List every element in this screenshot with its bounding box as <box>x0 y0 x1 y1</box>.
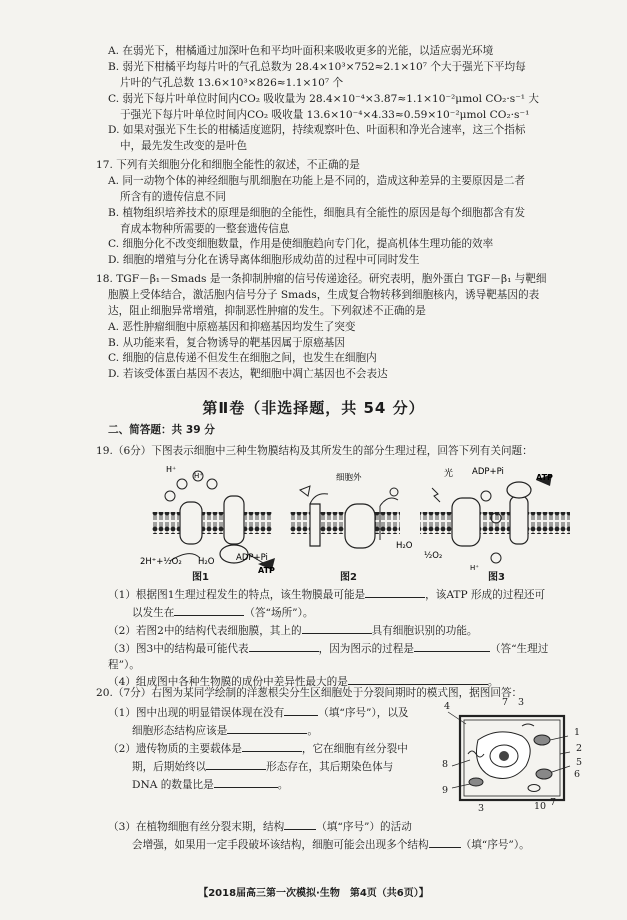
fig3-h2o: H₂O <box>396 541 413 551</box>
q19-s3-text-c: （答“生理过程”）。 <box>108 642 549 671</box>
q19-s3-text-b: ，因为图示的过程是 <box>318 642 414 655</box>
section-title: 第Ⅱ卷（非选择题，共 54 分） <box>202 399 425 417</box>
q19-s2-text-b: 具有细胞识别的功能。 <box>371 624 478 637</box>
q19-figures <box>140 466 580 584</box>
fig1-adp: ADP+Pi <box>236 553 268 563</box>
q19-s1-blank-2[interactable] <box>174 604 244 616</box>
q16-option-a: A. 在弱光下，柑橘通过加深叶色和平均叶面积来吸收更多的光能，以适应弱光环境 <box>108 45 494 57</box>
fig1-atp: ATP <box>258 566 275 575</box>
fig3-light: 光 <box>444 469 454 479</box>
q20-s2-line2 <box>108 758 438 776</box>
q17-option-b-line1: B. 植物组织培养技术的原理是细胞的全能性，细胞具有全能性的原因是每个细胞都含有发 <box>108 206 526 219</box>
q20-s3-line1 <box>108 818 578 836</box>
q19-stem-block <box>96 444 578 460</box>
q19-s4-blank[interactable] <box>348 673 488 685</box>
q16-option-c-line1: C. 弱光下每片叶单位时间内CO₂ 吸收量为 28.4×10⁻⁴×3.87≈1.1×10⁻²μmol CO₂·s⁻¹ 大 <box>108 92 540 105</box>
cell-label-5: 5 <box>576 757 583 768</box>
q20-s3-blank-2[interactable] <box>429 836 461 848</box>
q18-option-a: A. 恶性肿瘤细胞中原癌基因和抑癌基因均发生了突变 <box>108 320 356 333</box>
fig1-left-equation: 2H⁺+½O₂ <box>140 557 182 567</box>
cell-label-6: 6 <box>574 769 581 780</box>
q17-option-a-line2: 所含有的遗传信息不同 <box>120 190 226 203</box>
q20-s2-text-b: ，它在细胞有丝分裂中 <box>301 742 408 755</box>
cell-label-3b: 3 <box>478 803 485 814</box>
q17-stem: 17. 下列有关细胞分化和细胞全能性的叙述，不正确的是 <box>96 159 360 171</box>
q17-option-b-line2: 育成本物种所需要的一整套遗传信息 <box>120 222 290 235</box>
q19-s3 <box>108 640 578 674</box>
q20-s2-line3 <box>108 776 438 794</box>
figure-3 <box>420 474 570 563</box>
q20-s2-text-c: 期，后期始终以 <box>132 760 207 773</box>
q20-subquestions <box>108 704 438 793</box>
cell-label-3: 3 <box>518 697 525 708</box>
q19-s3-blank-1[interactable] <box>249 640 319 652</box>
q20-s1-blank-1[interactable] <box>284 704 318 716</box>
q19-s1-text-d: （答“场所”）。 <box>244 606 314 619</box>
q19-subquestions <box>108 586 578 691</box>
q19-s2 <box>108 622 578 640</box>
section-subtitle: 二、简答题：共 39 分 <box>108 424 215 436</box>
q19-s1-blank-1[interactable] <box>365 586 425 598</box>
q19-s2-text-a: （2）若图2中的结构代表细胞膜，其上的 <box>108 624 302 637</box>
fig1-h-label-2: H⁺ <box>194 472 203 480</box>
q20-s1-text-d: 。 <box>307 724 318 737</box>
q20-s3-block <box>108 818 578 854</box>
q19-s1-line2 <box>108 604 578 622</box>
q20-s3-text-a: （3）在植物细胞有丝分裂末期，结构 <box>108 821 285 833</box>
fig3-half-o2: ½O₂ <box>424 551 443 561</box>
cell-label-1: 1 <box>574 727 581 738</box>
q20-s2-blank-2[interactable] <box>206 758 266 770</box>
q19-s2-blank[interactable] <box>302 622 372 634</box>
q17-option-c: C. 细胞分化不改变细胞数量，作用是使细胞趋向专门化，提高机体生理功能的效率 <box>108 238 494 251</box>
q18-option-b: B. 从功能来看，复合物诱导的靶基因属于原癌基因 <box>108 336 345 349</box>
figure-3-caption: 图3 <box>488 572 505 583</box>
q20-s2-blank-3[interactable] <box>214 776 278 788</box>
q20-s2-text-d: 形态存在，其后期染色体与 <box>266 760 394 773</box>
page-footer: 【2018届高三第一次模拟·生物 第4页（共6页）】 <box>198 888 429 899</box>
q20-s3-line2 <box>108 836 578 854</box>
q17-option-a-line1: A. 同一动物个体的神经细胞与肌细胞在功能上是不同的，造成这种差异的主要原因是二者 <box>108 174 525 187</box>
q16-option-d-line2: 中，最先发生改变的是叶色 <box>120 140 248 153</box>
q16-option-b-line1: B. 弱光下柑橘平均每片叶的气孔总数为 28.4×10³×752≈2.1×10⁷ 个大于强光下平均每 <box>108 60 526 73</box>
cell-label-4: 4 <box>444 701 451 712</box>
q19-s1-line1 <box>108 586 578 604</box>
q20-s1-line2 <box>108 722 438 740</box>
q20-s3-text-c: 会增强，如果用一定手段破坏该结构，细胞可能会出现多个结构 <box>132 838 429 851</box>
q18-option-c: C. 细胞的信息传递不但发生在细胞之间，也发生在细胞内 <box>108 352 377 365</box>
q18-stem-line1: 18. TGF－β₁－Smads 是一条抑制肿瘤的信号传递途径。研究表明，胞外蛋白 TGF－β₁ 与靶细 <box>96 273 547 285</box>
q18-stem-line3: 达，阻止细胞异常增殖，抑制恶性肿瘤的发生。下列叙述不正确的是 <box>108 304 426 317</box>
membrane-diagrams <box>140 466 580 584</box>
cell-label-7: 7 <box>502 697 509 708</box>
cell-label-10: 10 <box>534 801 547 812</box>
q19-s3-text-a: （3）图3中的结构最可能代表 <box>108 642 249 655</box>
fig1-h2o: H₂O <box>198 557 215 567</box>
q17 <box>96 158 578 269</box>
q20-s3-text-b: （填“序号”）的活动 <box>316 821 412 833</box>
fig3-h-label: H⁺ <box>470 564 479 572</box>
fig2-outside-label: 细胞外 <box>336 473 362 483</box>
q20-s2-text-e: DNA 的数量比是 <box>132 778 214 791</box>
q20-s2-line1 <box>108 740 438 758</box>
q18 <box>96 272 578 383</box>
q19-s1-text-b: ，该ATP 形成的过程还可 <box>425 589 546 601</box>
q19-s3-blank-2[interactable] <box>414 640 490 652</box>
q20-s2-text-f: 。 <box>277 778 289 791</box>
q20-s1-text-b: （填“序号”），以及 <box>318 707 409 719</box>
q19-s4-text-a: （4）组成图中各种生物膜的成份中差异性最大的是 <box>108 676 348 689</box>
q19-s1-text-c: 以发生在 <box>132 606 175 619</box>
q20-s1-text-a: （1）图中出现的明显错误体现在没有 <box>108 707 285 719</box>
q16-option-d-line1: D. 如果对强光下生长的柑橘适度遮阴，持续观察叶色、叶面积和净光合速率，这三个指标 <box>108 124 526 137</box>
figure-2-caption: 图2 <box>340 572 357 583</box>
q18-option-d: D. 若该受体蛋白基因不表达，靶细胞中凋亡基因也不会表达 <box>108 368 388 381</box>
q16-option-b-line2: 片叶的气孔总数 13.6×10³×826≈1.1×10⁷ 个 <box>120 76 344 89</box>
cell-label-8: 8 <box>442 759 449 770</box>
q16-option-c-line2: 于强光下每片叶单位时间内CO₂ 吸收量 13.6×10⁻⁴×4.33≈0.59×10⁻²μmol CO₂·s⁻¹ <box>120 108 530 121</box>
q20-s1-text-c: 细胞形态结构应该是 <box>132 724 228 737</box>
fig3-adp: ADP+Pi <box>472 467 504 477</box>
figure-1-caption: 图1 <box>192 572 209 583</box>
q20-stem: 20.（7分）右图为某同学绘制的洋葱根尖分生区细胞处于分裂间期时的模式图，据图回答： <box>96 687 523 699</box>
q20-s1-line1 <box>108 704 438 722</box>
fig1-h-label-1: H⁺ <box>166 466 177 474</box>
q18-stem-line2: 胞膜上受体结合，激活胞内信号分子 Smads，生成复合物转移到细胞核内，诱导靶基因的表 <box>108 288 540 301</box>
figure-2 <box>290 486 400 548</box>
q20-s3-text-d: （填“序号”）。 <box>460 838 530 851</box>
cell-label-9: 9 <box>442 785 449 796</box>
q19-s4-text-b: 。 <box>487 676 499 689</box>
q20-s3-blank-1[interactable] <box>284 818 316 830</box>
q19-s1-text-a: （1）根据图1生理过程发生的特点，该生物膜最可能是 <box>108 589 366 601</box>
q17-option-d: D. 细胞的增殖与分化在诱导离体细胞形成幼苗的过程中可同时发生 <box>108 254 420 267</box>
q19-stem: 19.（6分）下图表示细胞中三种生物膜结构及其所发生的部分生理过程，回答下列有关问题： <box>96 445 533 457</box>
q20-s2-text-a: （2）遗传物质的主要载体是 <box>108 742 242 755</box>
q16-options <box>108 44 578 155</box>
q20-s2-blank-1[interactable] <box>242 740 302 752</box>
plant-cell-diagram <box>438 697 588 820</box>
cell-label-2: 2 <box>576 743 583 754</box>
cell-label-7b: 7 <box>550 797 557 808</box>
cell-svg <box>438 700 588 820</box>
fig3-atp: ATP <box>536 473 553 482</box>
q20-s1-blank-2[interactable] <box>227 722 307 734</box>
